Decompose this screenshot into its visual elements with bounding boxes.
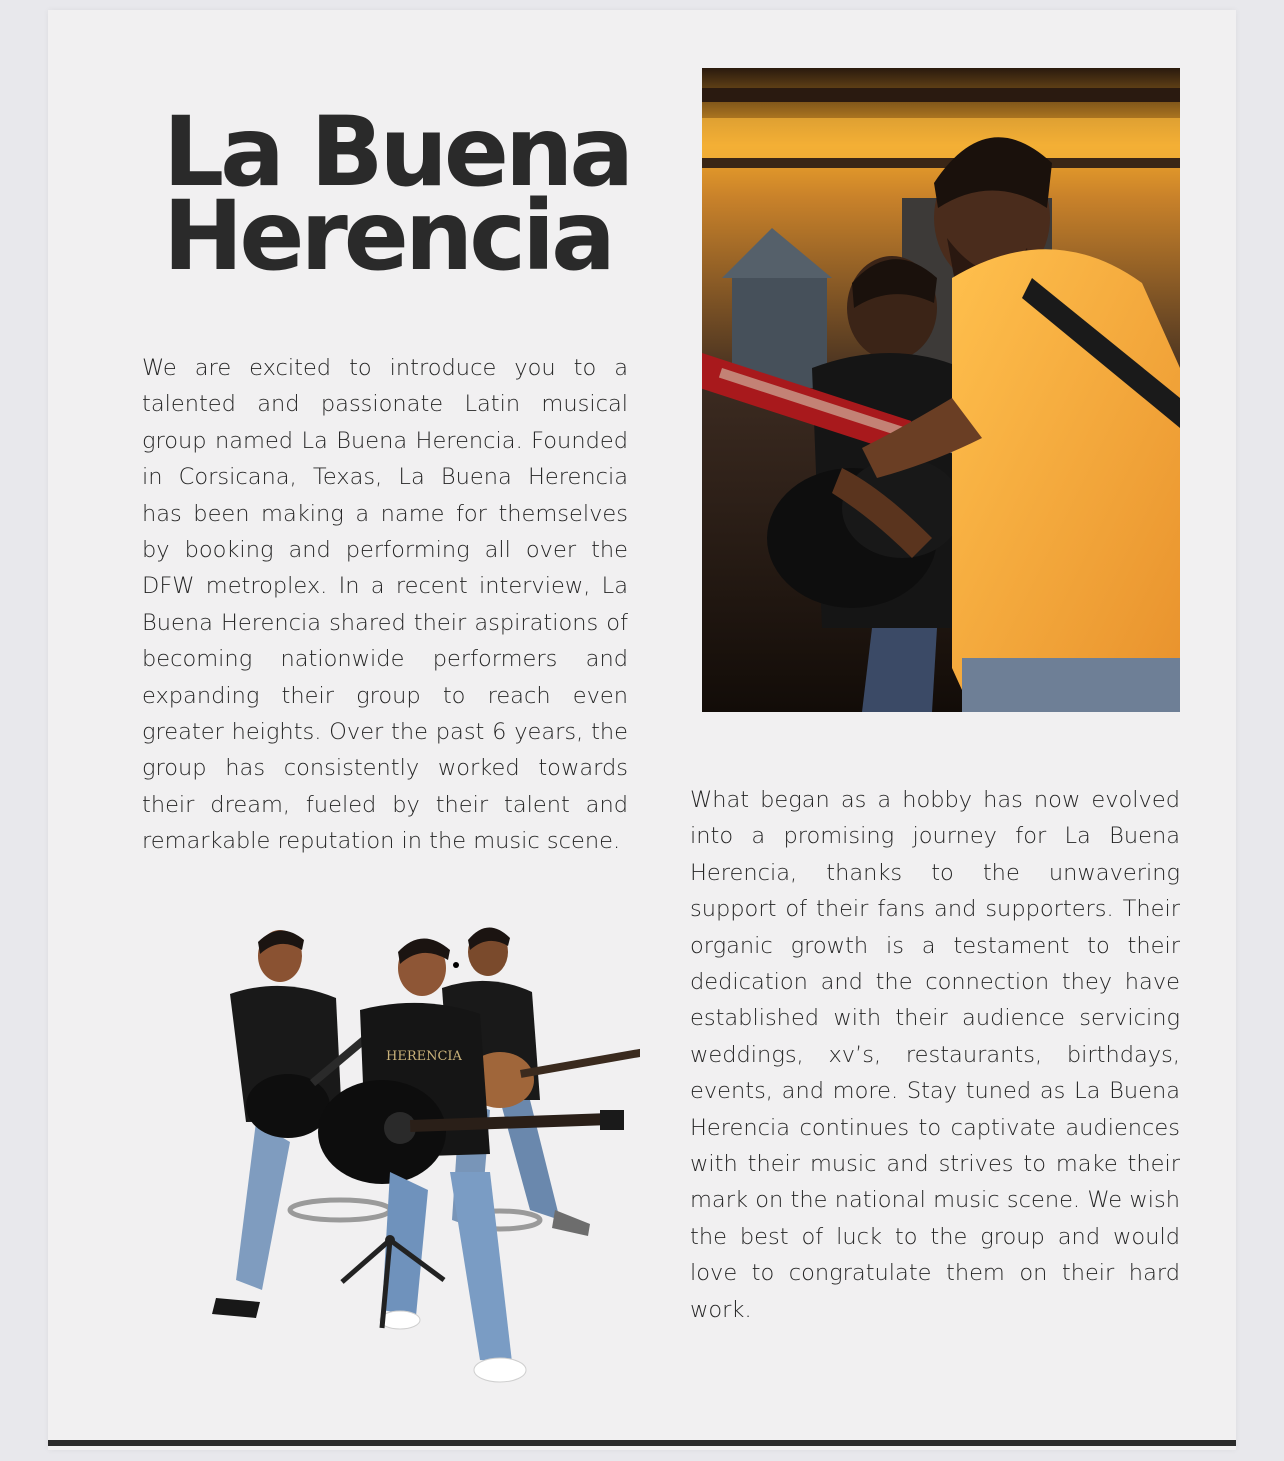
- intro-paragraph: We are excited to introduce you to a talented and passionate Latin musical group named La Buena Herencia. Founded in Corsicana, Texas, La Buena Herencia has been making a name for themselves by booking and performing all over the DFW metroplex. In a recent interview, La Buena Herencia shared their aspirations of becoming nationwide performers and expanding their group to reach even greater heights. Over the past 6 years, the group has consistently worked towards their dream, fueled by their talent and remarkable reputation in the music scene.: [142, 355, 628, 855]
- article-title: [163, 96, 683, 292]
- page-content: [48, 10, 1236, 1450]
- photo-band-trio-icon: [160, 910, 640, 1420]
- band-photo: [160, 910, 640, 1420]
- concert-photo: [702, 68, 1180, 712]
- closing-paragraph: What began as a hobby has now evolved into a promising journey for La Buena Herencia, thanks to the unwavering support of their fans and supporters. Their organic growth is a testament to their dedication and the connection they have established with their audience servicing weddings, xv’s, restaurants, birthdays, events, and more. Stay tuned as La Buena Herencia continues to captivate audiences with their music and strives to make their mark on the national music scene. We wish the best of luck to the group and would love to congratulate them on their hard work.: [690, 787, 1180, 1323]
- title-line-1: La Buena: [163, 96, 631, 208]
- shirt-logo-text: HERENCIA: [386, 1049, 462, 1064]
- photo-guitarists-icon: [702, 68, 1180, 712]
- title-line-2: Herencia: [163, 180, 612, 292]
